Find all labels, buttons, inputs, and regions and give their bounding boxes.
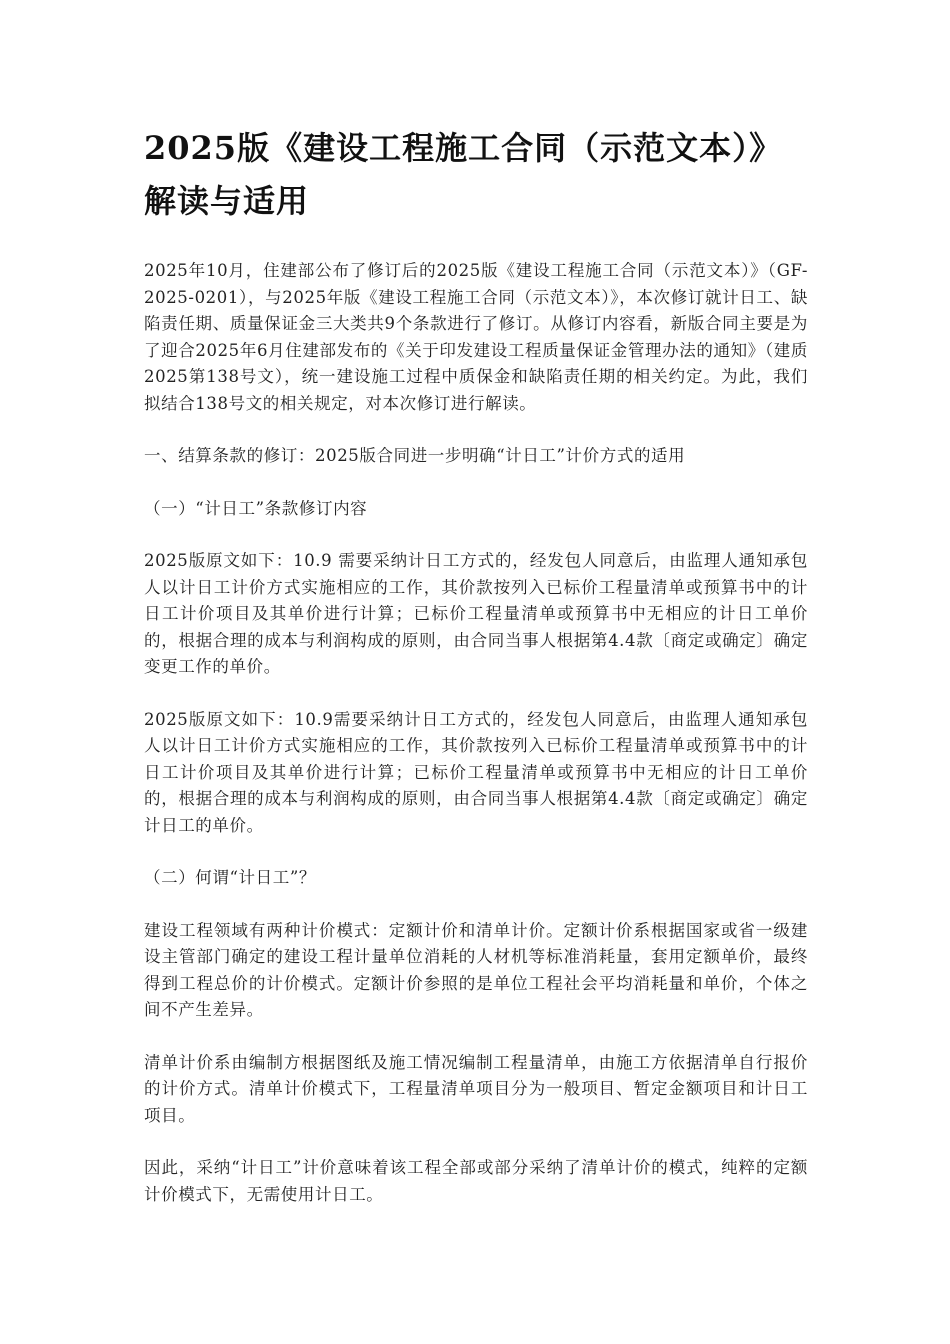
- section-heading-1: 一、结算条款的修订：2025版合同进一步明确“计日工”计价方式的适用: [144, 446, 686, 465]
- bill-pricing-paragraph: 清单计价系由编制方根据图纸及施工情况编制工程量清单，由施工方依据清单自行报价的计价方式。清单计价模式下，工程量清单项目分为一般项目、暂定金额项目和计日工项目。: [144, 1052, 808, 1125]
- document-page: [144, 122, 808, 1234]
- document-title: 2025版《建设工程施工合同（示范文本）》解读与适用: [144, 129, 783, 220]
- pricing-modes-paragraph: 建设工程领域有两种计价模式：定额计价和清单计价。定额计价系根据国家或省一级建设主管部门确定的建设工程计量单位消耗的人材机等标准消耗量，套用定额单价，最终得到工程总价的计价模式。定额计价参照的是单位工程社会平均消耗量和单价，个体之间不产生差异。: [144, 920, 808, 1019]
- subsection-heading-1: （一）“计日工”条款修订内容: [144, 498, 368, 518]
- subsection-heading-2: （二）何谓“计日工”？: [144, 868, 316, 887]
- intro-paragraph: 2025年10月，住建部公布了修订后的2025版《建设工程施工合同（示范文本）》（GF-2025-0201），与2025年版《建设工程施工合同（示范文本）》，本次修订就计日工、缺陷责任期、质量保证金三大类共9个条款进行了修订。从修订内容看，新版合同主要是为了迎合2025年6月住建部发布的《关于印发建设工程质量保证金管理办法的通知》（建质2025第138号文），统一建设施工过程中质保金和缺陷责任期的相关约定。为此，我们拟结合138号文的相关规定，对本次修订进行解读。: [144, 261, 808, 413]
- clause-original-paragraph: 2025版原文如下：10.9 需要采纳计日工方式的，经发包人同意后，由监理人通知承包人以计日工计价方式实施相应的工作，其价款按列入已标价工程量清单或预算书中的计日工计价项目及其单价进行计算；已标价工程量清单或预算书中无相应的计日工单价的，根据合理的成本与利润构成的原则，由合同当事人根据第4.4款〔商定或确定〕确定变更工作的单价。: [144, 551, 808, 676]
- conclusion-paragraph: 因此，采纳“计日工”计价意味着该工程全部或部分采纳了清单计价的模式，纯粹的定额计价模式下，无需使用计日工。: [144, 1158, 808, 1204]
- clause-revised-paragraph: 2025版原文如下：10.9需要采纳计日工方式的，经发包人同意后，由监理人通知承包人以计日工计价方式实施相应的工作，其价款按列入已标价工程量清单或预算书中的计日工计价项目及其单价进行计算；已标价工程量清单或预算书中无相应的计日工单价的，根据合理的成本与利润构成的原则，由合同当事人根据第4.4款〔商定或确定〕确定计日工的单价。: [144, 709, 808, 835]
